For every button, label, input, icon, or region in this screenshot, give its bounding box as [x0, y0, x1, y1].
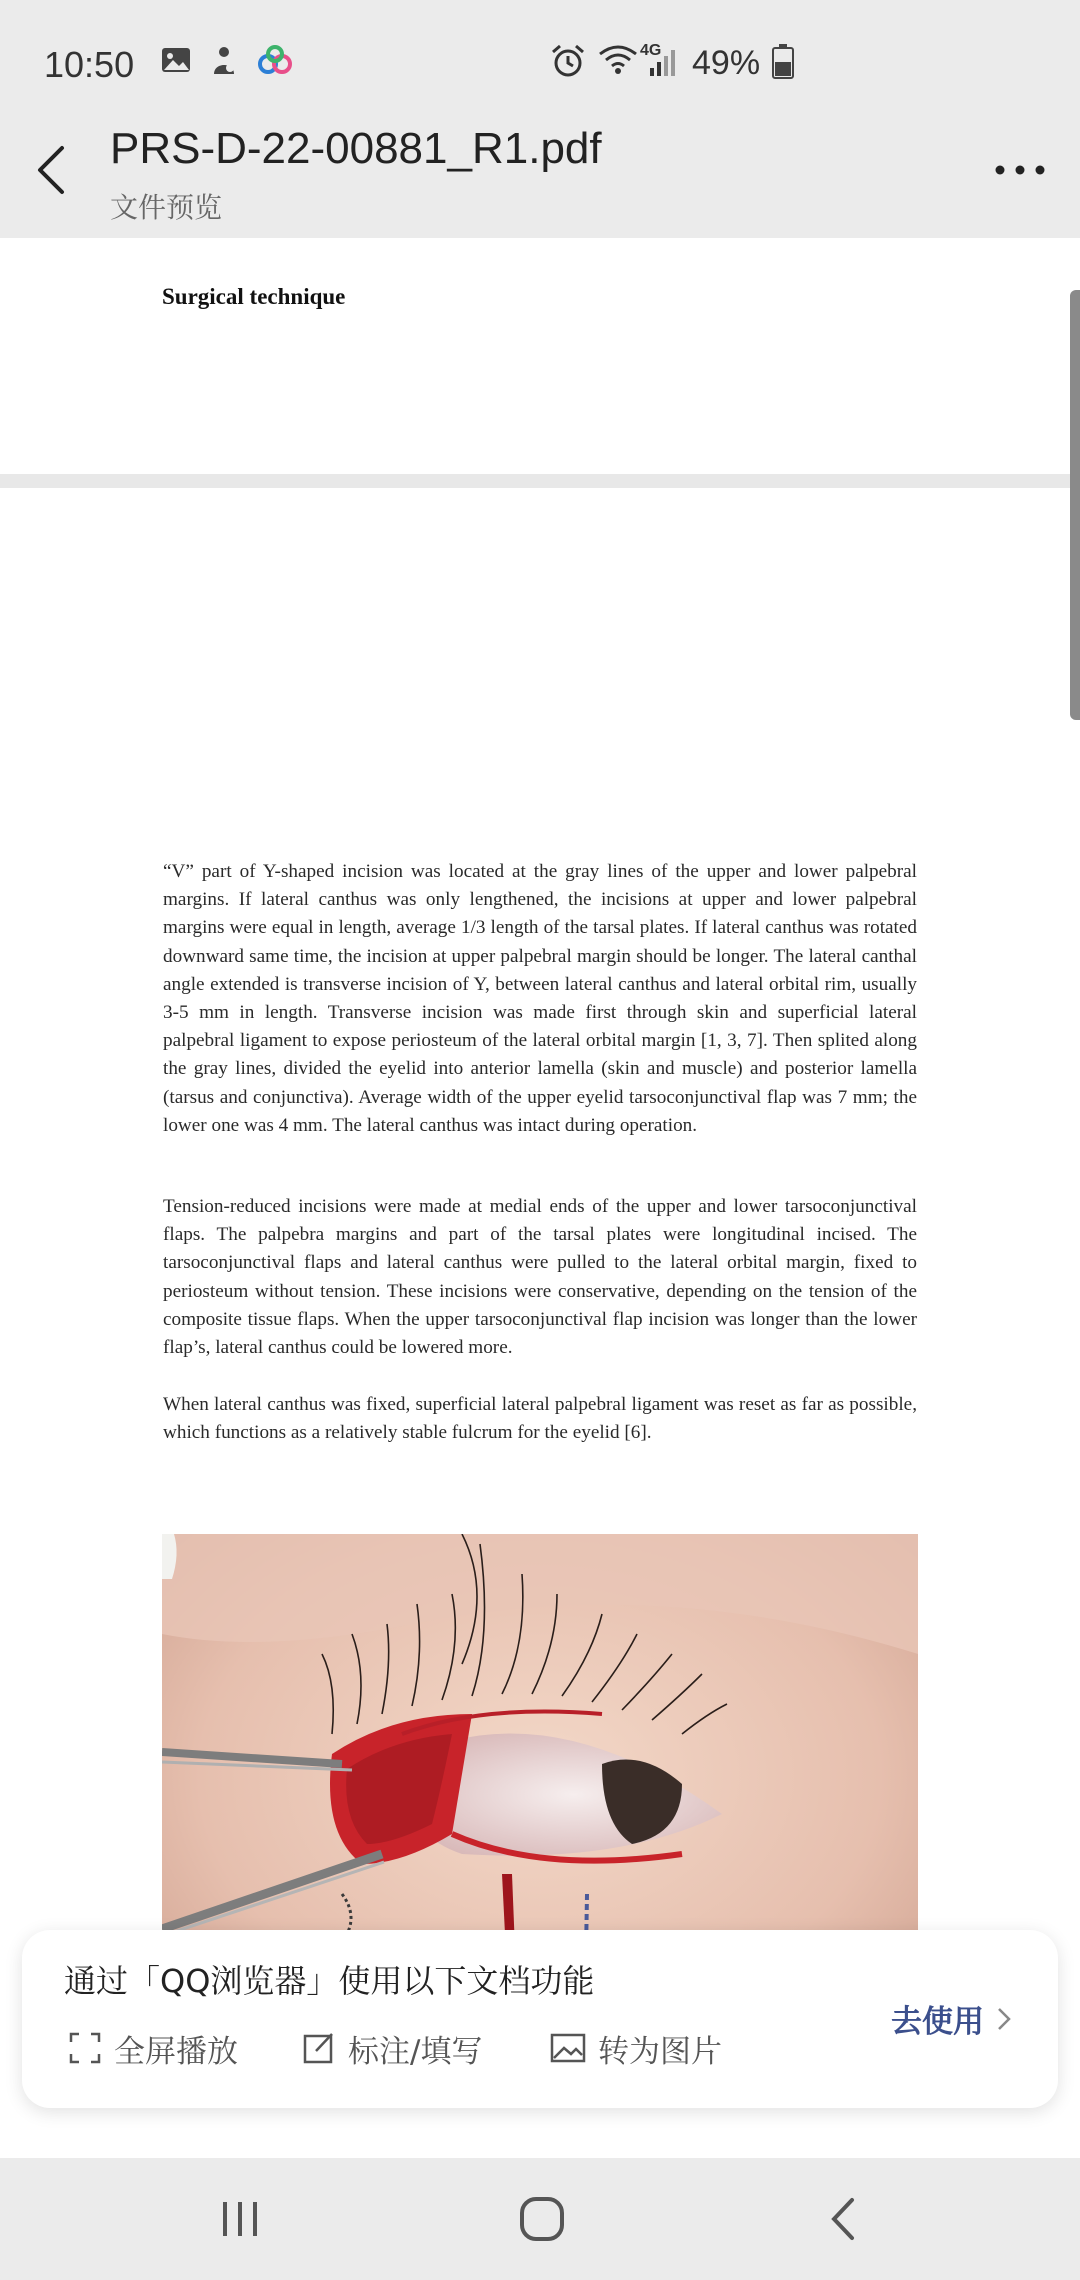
signal-icon	[646, 44, 678, 78]
document-viewer[interactable]	[0, 238, 1080, 2158]
cloud-app-notification-icon	[256, 44, 294, 76]
back-arrow-icon[interactable]	[28, 140, 78, 200]
pdf-page-1	[0, 238, 1080, 474]
scrollbar-thumb[interactable]	[1070, 290, 1080, 720]
status-time: 10:50	[44, 44, 135, 85]
go-use-label: 去使用	[891, 2004, 984, 2040]
pdf-page-2	[0, 488, 1080, 2158]
wifi-icon	[598, 44, 638, 76]
promo-title: 通过「QQ浏览器」使用以下文档功能	[64, 1962, 595, 2000]
home-icon[interactable]	[512, 2194, 572, 2244]
battery-percent: 49%	[692, 44, 761, 82]
chevron-right-icon	[996, 2006, 1012, 2032]
go-use-button[interactable]	[891, 1996, 1012, 2041]
system-nav-bar	[0, 2158, 1080, 2280]
gallery-notification-icon	[160, 44, 192, 76]
document-subtitle: 文件预览	[110, 191, 223, 224]
network-type-label: 4G	[640, 42, 662, 59]
annotate-action[interactable]	[302, 2026, 482, 2070]
alarm-icon	[550, 44, 586, 78]
to-image-label: 转为图片	[598, 2033, 722, 2070]
paragraph-2: Tension-reduced incisions were made at medial ends of the upper and lower tarsoconjunctival flaps. The palpebra margins and part of the tarsal plates were longitudinal incised. The tarsoconjunctival flaps and lateral canthus were pulled to the lateral orbital margin, fixed to periosteum without tension. These incisions were conservative, depending on the tension of the composite tissue flaps. When the upper tarsoconjunctival flap incision was longer than the lower flap’s, lateral canthus could be lowered more.	[163, 1196, 917, 1359]
fullscreen-icon	[68, 2031, 102, 2065]
section-heading: Surgical technique	[162, 284, 346, 309]
more-options-icon[interactable]	[990, 150, 1050, 190]
document-title: PRS-D-22-00881_R1.pdf	[110, 124, 602, 173]
assistant-notification-icon	[208, 44, 240, 78]
annotate-label: 标注/填写	[348, 2033, 483, 2070]
app-header	[0, 110, 1080, 238]
back-nav-icon[interactable]	[814, 2194, 874, 2244]
battery-icon	[772, 44, 794, 80]
paragraph-3: When lateral canthus was fixed, superficial lateral palpebral ligament was reset as far as possible, which functions as a relatively stable fulcrum for the eyelid [6].	[163, 1394, 917, 1444]
browser-promo-card	[22, 1930, 1058, 2108]
fullscreen-action[interactable]	[68, 2026, 238, 2070]
edit-icon	[302, 2031, 336, 2065]
image-icon	[550, 2031, 586, 2065]
to-image-action[interactable]	[550, 2026, 722, 2070]
fullscreen-label: 全屏播放	[114, 2033, 238, 2070]
paragraph-1: “V” part of Y-shaped incision was located at the gray lines of the upper and lower palpebral margins. If lateral canthus was only lengthened, the incisions at upper and lower palpebral margins were equal in length, average 1/3 length of the tarsal plates. If lateral canthus was rotated downward same time, the incision at upper palpebral margin should be longer. The lateral canthal angle extended is transverse incision of Y, between lateral canthus and lateral orbital rim, usually 3-5 mm in length. Transverse incision was made first through skin and superficial lateral palpebral ligament to expose periosteum of the lateral orbital margin [1, 3, 7]. Then splited along the gray lines, divided the eyelid into anterior lamella (skin and muscle) and posterior lamella (tarsus and conjunctiva). Average width of the upper eyelid tarsoconjunctival flap was 7 mm; the lower one was 4 mm. The lateral canthus was intact during operation.	[163, 861, 917, 1136]
recent-apps-icon[interactable]	[210, 2194, 270, 2244]
